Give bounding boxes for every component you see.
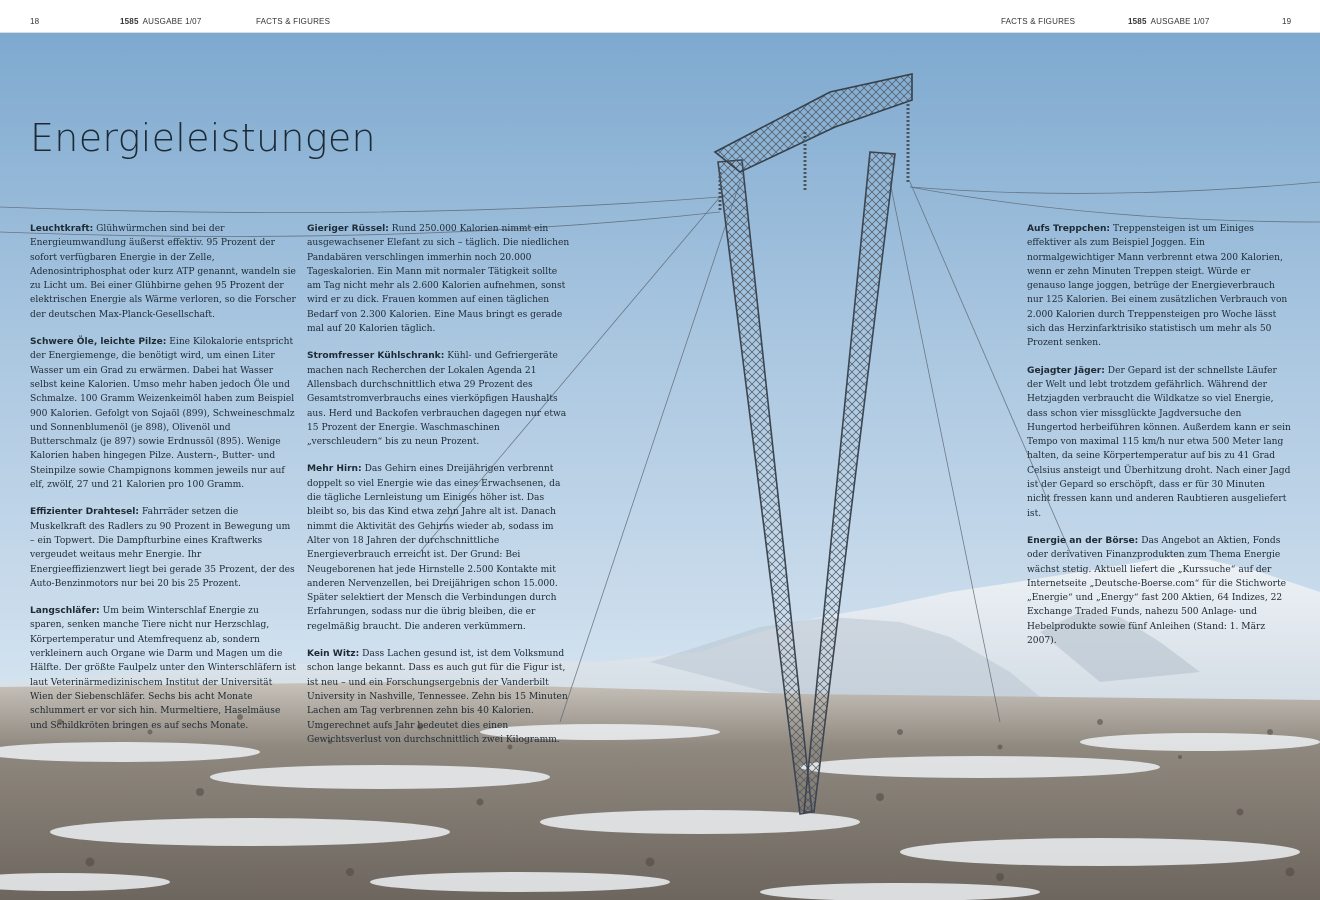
page-header [0, 0, 1320, 33]
paragraph-heading: Stromfresser Kühlschrank: [307, 351, 445, 362]
paragraph-body: Der Gepard ist der schnellste Läufer der Welt und lebt trotzdem gefährlich. Während der Hetzjagden verbraucht die Wildkatze so viel Energie, dass schon vier missglückte Jagdversuche den Hungertod herbeiführen können. Außerdem kann er sein Tempo von maximal 115 km/h nur etwa 500 Meter lang halten, da seine Körpertemperatur auf bis zu 41 Grad Celsius ansteigt und Überhitzung droht. Nach einer Jagd ist der Gepard so erschöpft, dass er für 30 Minuten nicht fressen kann und anderen Raubtieren ausgeliefert ist. [1027, 365, 1291, 519]
paragraph-treppchen [1027, 222, 1291, 351]
paragraph-heading: Mehr Hirn: [307, 464, 362, 475]
paragraph-heading: Schwere Öle, leichte Pilze: [30, 337, 167, 348]
paragraph-heading: Gejagter Jäger: [1027, 365, 1105, 376]
paragraph-boerse [1027, 534, 1291, 648]
paragraph-gejagter-jaeger [1027, 364, 1291, 521]
paragraph-body: Kühl- und Gefriergeräte machen nach Recherchen der Lokalen Agenda 21 Allensbach durchschnittlich etwa 29 Prozent des Gesamtstromverbrauchs eines vierköpfigen Haushalts aus. Herd und Backofen verbrauchen dagegen nur etwa 15 Prozent der Energie. Waschmaschinen „verschleudern“ bis zu neun Prozent. [307, 351, 567, 448]
paragraph-drahtesel [30, 505, 296, 591]
page-number-right: 19 [1282, 17, 1292, 26]
paragraph-heading: Leuchtkraft: [30, 224, 94, 234]
paragraph-heading: Energie an der Börse: [1027, 535, 1139, 546]
article-title: Energieleistungen [30, 116, 376, 160]
paragraph-body: Das Angebot an Aktien, Fonds oder derivativen Finanzprodukten zum Thema Energie wächst stetig. Aktuell liefert die „Kurssuche“ auf der Internetseite „Deutsche-Boerse.com“ für die Stichworte „Energie“ und „Energy“ fast 200 Aktien, 64 Indizes, 22 Exchange Traded Funds, nahezu 500 Anlage- und Hebelprodukte sowie fünf Anleihen (Stand: 1. März 2007). [1027, 535, 1286, 647]
paragraph-kuehlschrank [307, 349, 573, 449]
paragraph-body: Fahrräder setzen die Muskelkraft des Radlers zu 90 Prozent in Bewegung um – ein Topwert. Die Dampfturbine eines Kraftwerks vergeudet weitaus mehr Energie. Ihr Energieeffizienzwert liegt bei gerade 35 Prozent, der des Auto-Benzinmotors nur bei 20 bis 25 Prozent. [30, 507, 295, 589]
issue-left: AUSGABE 1/07 [142, 17, 202, 26]
paragraph-body: Eine Kilokalorie entspricht der Energiemenge, die benötigt wird, um einen Liter Wasser um ein Grad zu erwärmen. Dabei hat Wasser selbst keine Kalorien. Umso mehr haben jedoch Öle und Schmalze. 100 Gramm Weizenkeimöl haben zum Beispiel 900 Kalorien. Gefolgt von Sojaöl (899), Schweineschmalz und Sonnenblumenöl (je 898), Olivenöl und Butterschmalz (je 897) sowie Erdnussöl (895). Wenige Kalorien haben hingegen Pilze. Austern-, Butter- und Steinpilze sowie Champignons kommen jeweils nur auf elf, zwölf, 27 und 21 Kalorien pro 100 Gramm. [30, 337, 295, 491]
paragraph-heading: Aufs Treppchen: [1027, 224, 1111, 234]
paragraph-body: Glühwürmchen sind bei der Energieumwandlung äußerst effektiv. 95 Prozent der sofort verfügbaren Energie in der Zelle, Adenosintriphosphat oder kurz ATP genannt, wandeln sie zu Licht um. Bei einer Glühbirne gehen 95 Prozent der elektrischen Energie als Wärme verloren, so die Forscher der deutschen Max-Planck-Gesellschaft. [30, 224, 296, 320]
paragraph-body: Das Gehirn eines Dreijährigen verbrennt doppelt so viel Energie wie das eines Erwachsenen, da die tägliche Lernleistung um Einiges höher ist. Das bleibt so, bis das Kind etwa zehn Jahre alt ist. Danach nimmt die Aktivität des Gehirns wieder ab, sodass im Alter von 18 Jahren der durchschnittliche Energieverbrauch erreicht ist. Der Grund: Bei Neugeborenen hat jede Hirnstelle 2.500 Kontakte mit anderen Nervenzellen, bei Dreijährigen schon 15.000. Später selektiert der Mensch die Verbindungen durch Erfahrungen, sodass nur die übrig bleiben, die er regelmäßig braucht. Die anderen verkümmern. [307, 464, 561, 632]
paragraph-leuchtkraft [30, 222, 296, 322]
section-label-right: FACTS & FIGURES [1001, 17, 1076, 26]
text-column-2 [307, 222, 573, 760]
page-number-left: 18 [30, 17, 40, 26]
magazine-name-right: 1585 [1128, 17, 1147, 26]
paragraph-heading: Kein Witz: [307, 649, 360, 660]
paragraph-body: Dass Lachen gesund ist, ist dem Volksmund schon lange bekannt. Dass es auch gut für die Figur ist, ist neu – und ein Forschungsergebnis der Vanderbilt University in Nashville, Tennessee. Zehn bis 15 Minuten Lachen am Tag verbrennen zehn bis 40 Kalorien. Umgerechnet aufs Jahr bedeutet dies einen Gewichtsverlust von durchschnittlich zwei Kilogramm. [307, 649, 568, 745]
paragraph-mehr-hirn [307, 462, 573, 634]
magazine-name-left: 1585 [120, 17, 139, 26]
text-column-3 [1027, 222, 1291, 661]
paragraph-schwere-oele [30, 335, 296, 492]
paragraph-heading: Langschläfer: [30, 606, 100, 617]
paragraph-heading: Effizienter Drahtesel: [30, 507, 140, 518]
paragraph-body: Rund 250.000 Kalorien nimmt ein ausgewachsener Elefant zu sich – täglich. Die niedlichen Pandabären verschlingen immerhin noch 20.000 Tageskalorien. Ein Mann mit normaler Tätigkeit sollte am Tag nicht mehr als 2.600 Kalorien aufnehmen, sonst wird er zu dick. Frauen kommen auf einen täglichen Bedarf von 2.300 Kalorien. Eine Maus bringt es gerade mal auf 20 Kalorien täglich. [307, 224, 570, 335]
issue-right: AUSGABE 1/07 [1150, 17, 1210, 26]
paragraph-gieriger-ruessel [307, 222, 573, 336]
header-publication-right [1128, 17, 1209, 26]
paragraph-body: Um beim Winterschlaf Energie zu sparen, senken manche Tiere nicht nur Herzschlag, Körpertemperatur und Atemfrequenz ab, sondern verkleinern auch Organe wie Darm und Magen um die Hälfte. Der größte Faulpelz unter den Winterschläfern ist laut Veterinärmedizinischem Institut der Universität Wien der Siebenschläfer. Sechs bis acht Monate schlummert er vor sich hin. Murmeltiere, Haselmäuse und Schildkröten bringen es auf sechs Monate. [30, 606, 296, 731]
text-column-1 [30, 222, 296, 746]
paragraph-body: Treppensteigen ist um Einiges effektiver als zum Beispiel Joggen. Ein normalgewichtiger Mann verbrennt etwa 200 Kalorien, wenn er zehn Minuten Treppen steigt. Würde er genauso lange joggen, betrüge der Energieverbrauch nur 125 Kalorien. Bei einem zusätzlichen Verbrauch von 2.000 Kalorien durch Treppensteigen pro Woche lässt sich das Herzinfarktrisiko statistisch um mehr als 50 Prozent senken. [1027, 224, 1288, 349]
paragraph-kein-witz [307, 647, 573, 747]
paragraph-heading: Gieriger Rüssel: [307, 224, 389, 234]
header-publication-left [120, 17, 201, 26]
section-label-left: FACTS & FIGURES [256, 17, 331, 26]
paragraph-langschlaefer [30, 604, 296, 733]
